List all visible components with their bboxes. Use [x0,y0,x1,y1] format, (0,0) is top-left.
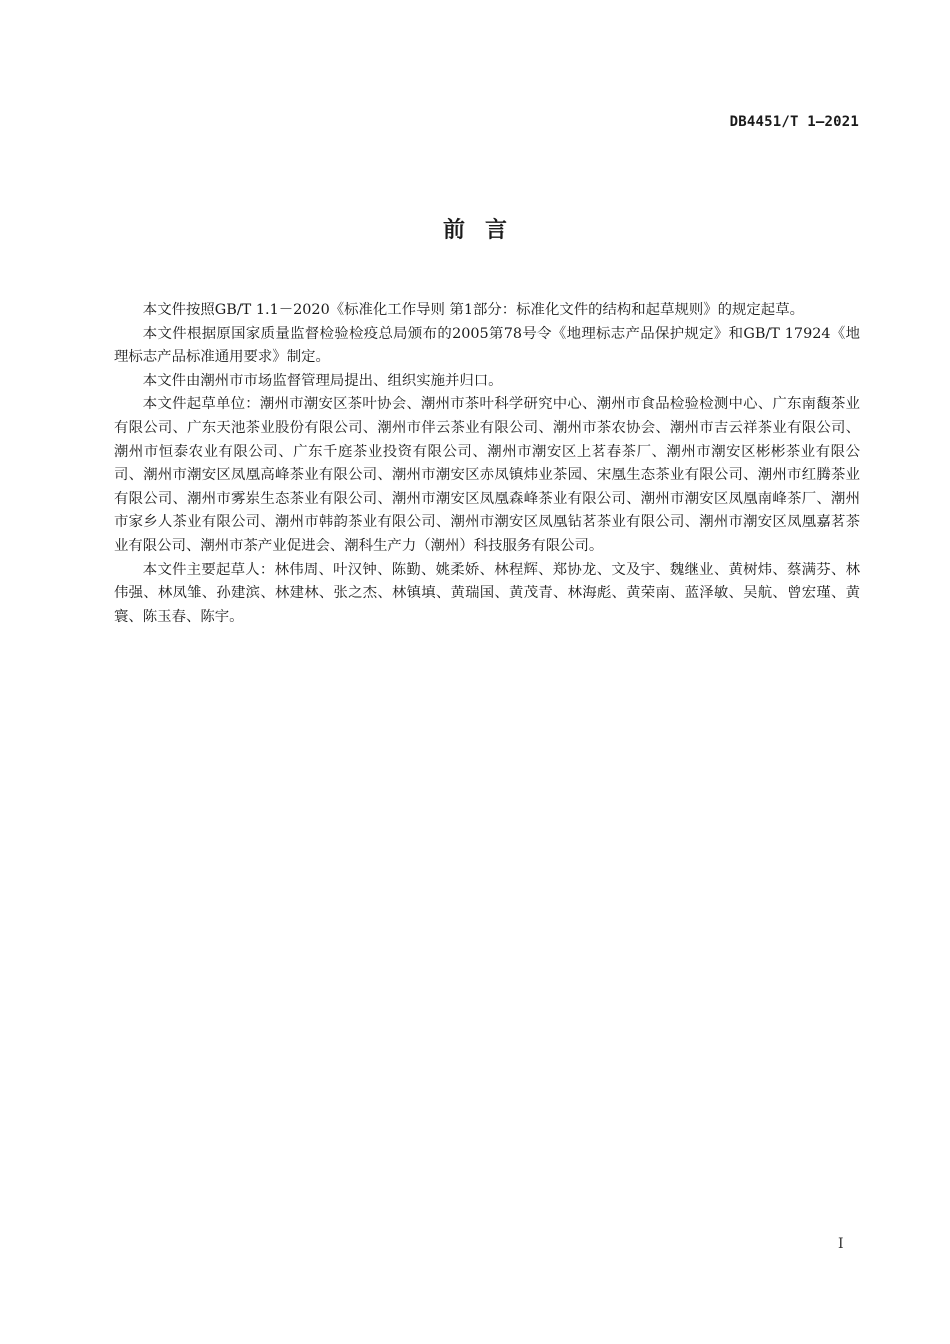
foreword-body [114,299,860,629]
paragraph-drafting-rules: 本文件按照GB/T 1.1－2020《标准化工作导则 第1部分：标准化文件的结构和起草规则》的规定起草。 [142,302,804,318]
paragraph-legal-basis: 本文件根据原国家质量监督检验检疫总局颁布的2005第78号令《地理标志产品保护规定》和GB/T 17924《地理标志产品标准通用要求》制定。 [114,325,860,366]
document-number: DB4451/T 1—2021 [729,114,859,130]
paragraph-drafting-units: 本文件起草单位：潮州市潮安区茶叶协会、潮州市茶叶科学研究中心、潮州市食品检验检测中心、广东南馥茶业有限公司、广东天池茶业股份有限公司、潮州市伴云茶业有限公司、潮州市茶农协会、潮州市吉云祥茶业有限公司、潮州市恒泰农业有限公司、广东千庭茶业投资有限公司、潮州市潮安区上茗春茶厂、潮州市潮安区彬彬茶业有限公司、潮州市潮安区凤凰高峰茶业有限公司、潮州市潮安区赤凤镇炜业茶园、宋凰生态茶业有限公司、潮州市红腾茶业有限公司、潮州市雾岽生态茶业有限公司、潮州市潮安区凤凰森峰茶业有限公司、潮州市潮安区凤凰南峰茶厂、潮州市家乡人茶业有限公司、潮州市韩韵茶业有限公司、潮州市潮安区凤凰钻茗茶业有限公司、潮州市潮安区凤凰嘉茗茶业有限公司、潮州市茶产业促进会、潮科生产力（潮州）科技服务有限公司。 [114,396,860,554]
page-number: I [838,1236,844,1252]
paragraph-proposer: 本文件由潮州市市场监督管理局提出、组织实施并归口。 [142,372,503,389]
page-title: 前言 [442,218,527,243]
paragraph-main-drafters: 本文件主要起草人：林伟周、叶汉钟、陈勤、姚柔娇、林程辉、郑协龙、文及宇、魏继业、黄树炜、蔡满芬、林伟强、林凤雏、孙建滨、林建林、张之杰、林镇填、黄瑞国、黄茂青、林海彪、黄荣南、蓝泽敏、吴航、曾宏瑾、黄寰、陈玉春、陈宇。 [114,561,860,625]
